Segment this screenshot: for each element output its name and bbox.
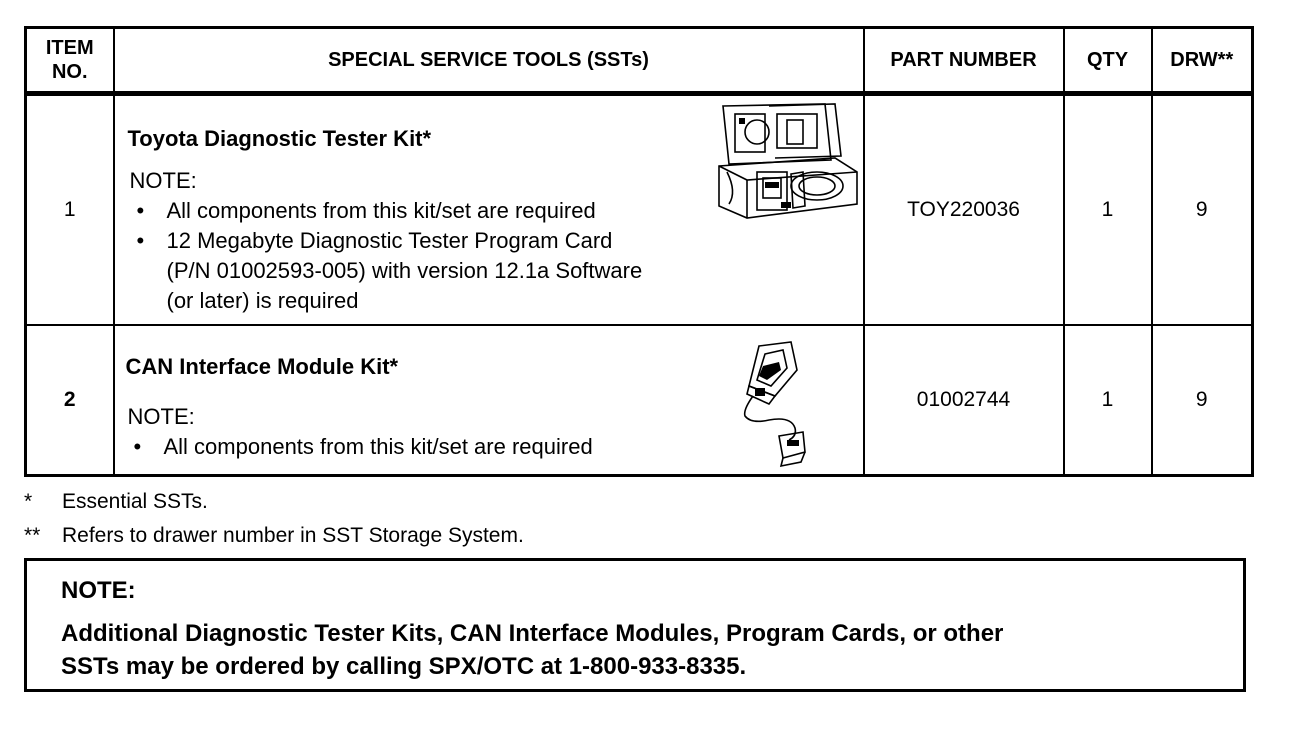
footnote-mark: * (24, 490, 33, 513)
tool-title: Toyota Diagnostic Tester Kit* (127, 126, 432, 151)
drawer-number: 9 (1152, 94, 1253, 326)
bullet-continuation: (or later) is required (166, 288, 359, 313)
note-box (24, 558, 1246, 692)
header-drw: DRW** (1152, 28, 1253, 94)
header-part-number: PART NUMBER (864, 28, 1064, 94)
footnote-mark: ** (24, 524, 41, 547)
sst-table (24, 26, 1254, 477)
can-module-cable-icon (739, 340, 809, 470)
tool-description (114, 94, 864, 326)
footnote-text: Essential SSTs. (62, 490, 208, 513)
item-number: 2 (26, 325, 114, 476)
bullet-item: • All components from this kit/set are required (133, 434, 593, 459)
tester-kit-case-icon (717, 102, 859, 224)
table-row (26, 94, 1253, 326)
part-number: TOY220036 (864, 94, 1064, 326)
footnote-drawer (24, 524, 524, 548)
table-row (26, 325, 1253, 476)
bullet-item: • 12 Megabyte Diagnostic Tester Program Card (136, 228, 613, 253)
note-text (61, 617, 1231, 683)
drawer-number: 9 (1152, 325, 1253, 476)
note-label: NOTE: (129, 168, 197, 193)
tool-description (114, 325, 864, 476)
note-heading: NOTE: (61, 577, 136, 604)
bullet-item: • All components from this kit/set are required (136, 198, 596, 223)
item-number: 1 (26, 94, 114, 326)
quantity: 1 (1064, 94, 1152, 326)
tool-title: CAN Interface Module Kit* (125, 354, 399, 379)
note-line: SSTs may be ordered by calling SPX/OTC at 1-800-933-8335. (61, 653, 747, 680)
header-qty: QTY (1064, 28, 1152, 94)
bullet-continuation: (P/N 01002593-005) with version 12.1a Software (166, 258, 643, 283)
header-item-no: ITEM NO. (26, 28, 114, 94)
note-label: NOTE: (127, 404, 195, 429)
header-tools: SPECIAL SERVICE TOOLS (SSTs) (114, 28, 864, 94)
table-header-row (26, 28, 1253, 94)
note-line: Additional Diagnostic Tester Kits, CAN Interface Modules, Program Cards, or other (61, 620, 1004, 647)
part-number: 01002744 (864, 325, 1064, 476)
footnote-essential (24, 490, 208, 514)
footnote-text: Refers to drawer number in SST Storage System. (62, 524, 524, 547)
quantity: 1 (1064, 325, 1152, 476)
